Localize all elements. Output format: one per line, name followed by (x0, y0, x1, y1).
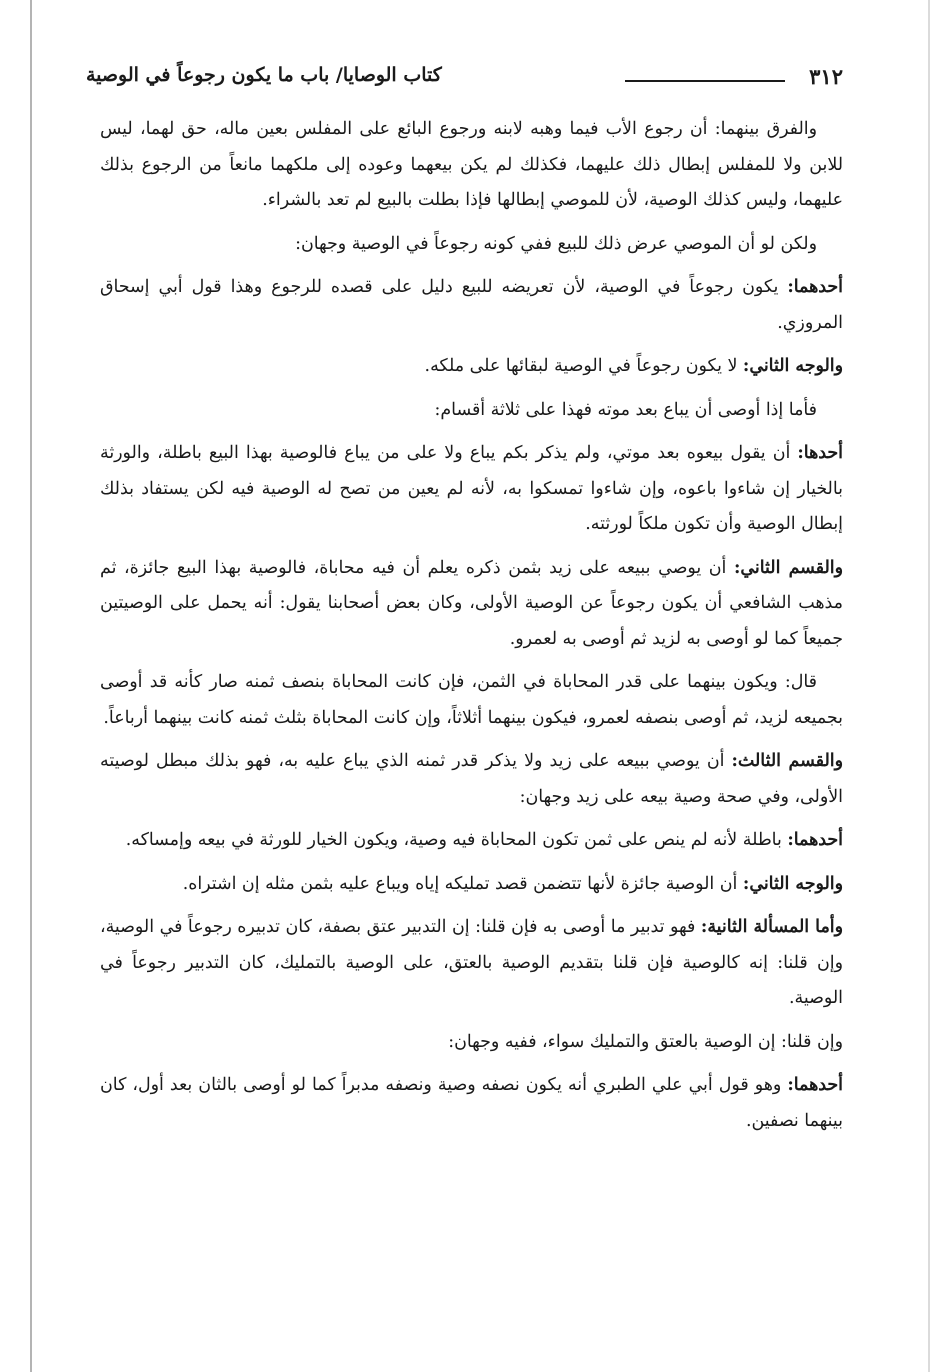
paragraph (100, 823, 843, 859)
paragraph (100, 227, 843, 263)
paragraph (100, 551, 843, 658)
paragraph-lead: وأما المسألة الثانية: (700, 917, 843, 937)
paragraph-lead: والوجه الثاني: (742, 356, 843, 376)
paragraph (100, 744, 843, 815)
page-header (86, 60, 843, 96)
paragraph (100, 436, 843, 543)
paragraph-text: يكون رجوعاً في الوصية، لأن تعريضه للبيع دليل على قصده للرجوع وهذا قول أبي إسحاق المروزي. (100, 277, 843, 333)
paragraph-text: فأما إذا أوصى أن يباع بعد موته فهذا على ثلاثة أقسام: (434, 399, 817, 420)
paragraph (100, 867, 843, 903)
paragraph-lead: أحدهما: (787, 830, 843, 850)
paragraph-text: وهو قول أبي علي الطبري أنه يكون نصفه وصية ونصفه مدبراً كما لو أوصى بالثان بعد أول، كان بينهما نصفين. (100, 1075, 843, 1131)
scan-edge-left (30, 0, 32, 1372)
paragraph-text: باطلة لأنه لم ينص على ثمن تكون المحاباة فيه وصية، ويكون الخيار للورثة في بيعه وإمساكه. (125, 830, 788, 850)
paragraph-text: أن يوصي ببيعه على زيد بثمن ذكره يعلم أن فيه محاباة، فالوصية بهذا البيع جائزة، ثم مذهب الشافعي أن يكون رجوعاً عن الوصية الأولى، وكان بعض أصحابنا يقول: أنه يحمل على الوصيتين جميعاً كما لو أوصى به لزيد ثم أوصى به لعمرو. (100, 557, 843, 649)
paragraph-lead: والقسم الثاني: (734, 557, 843, 578)
header-rule (625, 80, 785, 82)
paragraph (100, 1068, 843, 1139)
paragraph-lead: أحدهما: (787, 1075, 843, 1095)
page-number: ٣١٢ (809, 64, 843, 89)
paragraph (100, 665, 843, 736)
paragraph-lead: أحدهما: (787, 277, 843, 297)
paragraph (100, 393, 843, 429)
paragraph-text: والفرق بينهما: أن رجوع الأب فيما وهبه لابنه ورجوع البائع على المفلس بعين ماله، حق لهما، ليس للابن ولا للمفلس إبطال ذلك عليهما، فكذلك لم يكن بيعهما وعوده إلى ملكهما مانعاً من الرجوع بذلك عليهما، وليس كذلك الوصية، لأن للموصي إبطالها فإذا بطلت بالبيع لم تعد بالشراء. (100, 119, 843, 210)
scan-edge-right (928, 0, 930, 1372)
paragraph-lead: والقسم الثالث: (731, 751, 843, 771)
paragraph-text: أن يقول بيعوه بعد موتي، ولم يذكر بكم يباع ولا على من يباع فالوصية بهذا البيع باطلة، والورثة بالخيار إن شاءوا باعوه، وإن شاءوا تمسكوا به، لأنه لم يعين من تصح له الوصية فيه لكن يستفاد بذلك إبطال الوصية وأن تكون ملكاً لورثته. (100, 443, 843, 534)
paragraph (100, 270, 843, 341)
paragraph-text: وإن قلنا: إن الوصية بالعتق والتمليك سواء، ففيه وجهان: (448, 1031, 843, 1052)
paragraph (100, 1025, 843, 1061)
paragraph (100, 112, 843, 219)
running-title: كتاب الوصايا/ باب ما يكون رجوعاً في الوصية (86, 64, 442, 86)
paragraph-text: فهو تدبير ما أوصى به فإن قلنا: إن التدبير عتق بصفة، كان تدبيره رجوعاً في الوصية، وإن قلنا: إنه كالوصية فإن قلنا بتقديم الوصية بالعتق، على الوصية بالتمليك، كان التدبير رجوعاً في الوصية. (99, 917, 843, 1008)
paragraph-lead: أحدها: (797, 443, 843, 463)
paragraph (100, 910, 843, 1017)
paragraph-text: أن الوصية جائزة لأنها تتضمن قصد تمليكه إياه ويباع عليه بثمن مثله إن اشتراه. (182, 873, 743, 894)
paragraph-text: ولكن لو أن الموصي عرض ذلك للبيع ففي كونه رجوعاً في الوصية وجهان: (295, 233, 817, 254)
page-body (100, 112, 843, 1147)
paragraph-text: لا يكون رجوعاً في الوصية لبقائها على ملكه. (424, 356, 743, 376)
paragraph (100, 349, 843, 385)
paragraph-lead: والوجه الثاني: (742, 873, 843, 894)
paragraph-text: قال: ويكون بينهما على قدر المحاباة في الثمن، فإن كانت المحاباة بنصف ثمنه صار كأنه قد أوصى بجميعه لزيد، ثم أوصى بنصفه لعمرو، فيكون بينهما أثلاثاً، وإن كانت المحاباة بثلث ثمنه كانت بينهما أرباعاً. (100, 672, 843, 728)
paragraph-text: أن يوصي ببيعه على زيد ولا يذكر قدر ثمنه الذي يباع عليه به، فهو بذلك مبطل لوصيته الأولى، وفي صحة وصية بيعه على زيد وجهان: (100, 751, 843, 807)
